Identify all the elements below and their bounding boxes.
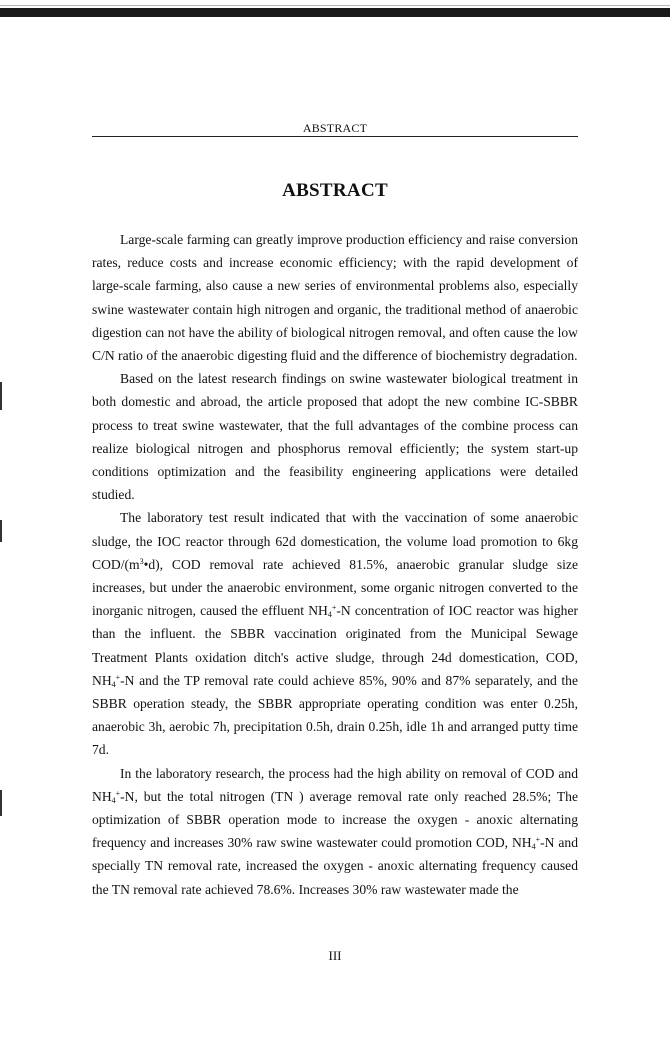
paragraph-2: Based on the latest research findings on swine wastewater biological treatment in both domestic and abroad, the article proposed that adopt the new combine IC-SBBR process to treat swine wastewater, that the full advantages of the combine process can realize biological nitrogen and phosphorus removal efficiently; the system start-up conditions optimization and the feasibility engineering applications were detailed studied. (92, 371, 578, 503)
scan-top-border (0, 8, 670, 17)
subscript: 4 (111, 795, 116, 805)
superscript: + (535, 835, 541, 845)
subscript: 4 (327, 610, 332, 620)
paragraph-1: Large-scale farming can greatly improve production efficiency and raise conversion rates, reduce costs and increase economic efficiency; with the rapid development of large-scale farming, also cause a new series of environmental problems also, especially swine wastewater contain high nitrogen and organic, the traditional method of anaerobic digestion can not have the ability of biological nitrogen removal, and often cause the low C/N ratio of the anaerobic digesting fluid and the difference of biochemistry degradation. (92, 232, 578, 364)
scan-edge-mark (0, 790, 2, 816)
running-header: ABSTRACT (302, 121, 368, 135)
superscript: + (115, 788, 121, 798)
superscript: + (115, 672, 121, 682)
subscript: 4 (531, 842, 536, 852)
header-rule (92, 136, 578, 137)
scan-edge-mark (0, 382, 2, 410)
paragraph-4-text: -N, but the total nitrogen (TN ) average removal rate only reached 28.5%; The optimization of SBBR operation mode to increase the oxygen - anoxic alternating frequency and increases 30% raw swine wastewater could promotion COD, NH (92, 788, 578, 851)
page-number: III (328, 948, 342, 963)
paragraph-4 (92, 762, 578, 901)
superscript: + (331, 603, 337, 613)
scan-edge-line (0, 5, 670, 6)
scan-edge-mark (0, 520, 2, 542)
page-title: ABSTRACT (282, 180, 388, 201)
superscript: 3 (139, 556, 144, 566)
subscript: 4 (111, 679, 116, 689)
paragraph-3-text: The laboratory test result indicated that with the vaccination of some anaerobic sludge, the IOC reactor through 62d domestication, the volume load promotion to 6kg COD/(m (92, 510, 578, 572)
paragraph-3-text: -N concentration of IOC reactor was higher than the influent. the SBBR vaccination originated from the Municipal Sewage Treatment Plants oxidation ditch's active sludge, through 24d domestication, COD, NH (92, 603, 579, 688)
paragraph-3-text: •d), COD removal rate achieved 81.5%, anaerobic granular sludge size increases, but under the anaerobic environment, some organic nitrogen converted to the inorganic nitrogen, caused the effluent NH (92, 556, 578, 619)
paragraph-4-text: -N and specially TN removal rate, increased the oxygen - anoxic alternating frequency caused the TN removal rate achieved 78.6%. Increases 30% raw wastewater made the (92, 835, 578, 897)
paragraph-3 (92, 506, 578, 761)
paragraph-3-text: -N and the TP removal rate could achieve 85%, 90% and 87% separately, and the SBBR operation steady, the SBBR appropriate operating condition was enter 0.25h, anaerobic 3h, aerobic 7h, precipitation 0.5h, drain 0.25h, idle 1h and arranged putty time 7d. (92, 672, 578, 758)
paragraph-4-text: In the laboratory research, the process had the high ability on removal of COD and NH (92, 765, 578, 804)
abstract-body (92, 228, 578, 901)
